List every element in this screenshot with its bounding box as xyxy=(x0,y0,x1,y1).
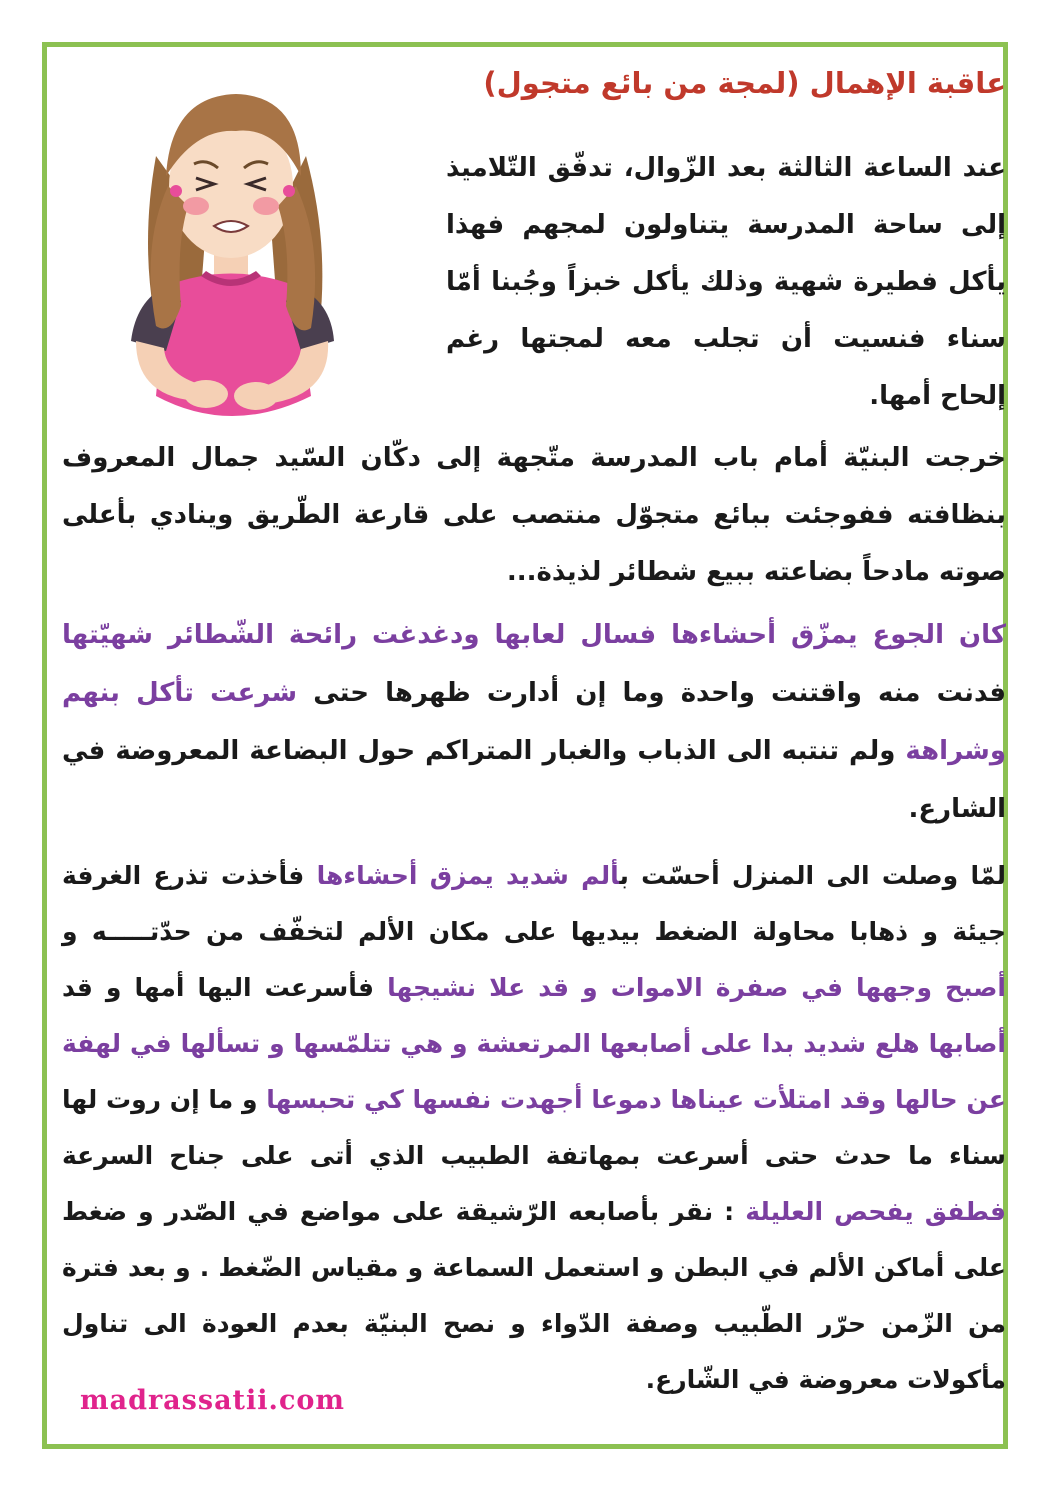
text-segment: فأخذت تذرع الغرفة جيئة و ذهابا محاولة الضغط بيديها على مكان الألم لتخفّف من حدّتـــــه و xyxy=(62,861,1006,946)
text-segment: : نقر بأصابعه الرّشيقة على مواضع في الصّدر و ضغط على أماكن الألم في البطن و استعمل السماعة و مقياس الضّغط . و بعد فترة من الزّمن حرّر الطّبيب وصفة الدّواء و نصح البنيّة بعدم العودة الى تناول مأكولات معروضة في الشّارع. xyxy=(62,1197,1006,1394)
highlight-hunger: كان الجوع يمزّق أحشاءها فسال لعابها ودغدغت رائحة الشّطائر شهيّتها xyxy=(62,620,1006,650)
highlight-doctor-exam: فطفق يفحص العليلة xyxy=(745,1197,1006,1226)
text-segment: لمّا وصلت الى المنزل أحسّت ب xyxy=(619,861,1007,890)
text-segment: و ما إن روت لها سناء ما حدث حتى أسرعت بمهاتفة الطبيب الذي أتى على جناح السرعة xyxy=(62,1085,1006,1170)
girl-stomach-ache-illustration xyxy=(96,66,366,446)
paragraph-intro: عند الساعة الثالثة بعد الزّوال، تدفّق التّلاميذ إلى ساحة المدرسة يتناولون لمجهم فهذا يأكل فطيرة شهية وذلك يأكل خبزاً وجُبنا أمّا سناء فنسيت أن تجلب معه لمجتها رغم إلحاح أمها. xyxy=(446,153,1006,411)
paragraph-eating xyxy=(62,606,1006,838)
text-segment: ولم تنتبه الى الذباب والغبار المتراكم حول البضاعة المعروضة في الشارع. xyxy=(62,736,1006,824)
paragraph-vendor: خرجت البنيّة أمام باب المدرسة متّجهة إلى دكّان السّيد جمال المعروف بنظافته ففوجئت ببائع متجوّل منتصب على قارعة الطّريق وينادي بأعلى صوته مادحاً بضاعته ببيع شطائر لذيذة... xyxy=(62,443,1006,587)
highlight-pale-face: أصبح وجهها في صفرة الاموات و قد علا نشيجها xyxy=(387,973,1006,1002)
text-segment: فأسرعت اليها أمها و قد xyxy=(62,973,388,1002)
website-link[interactable]: madrassatii.com xyxy=(80,1385,345,1416)
text-segment: فدنت منه واقتنت واحدة وما إن أدارت ظهرها حتى xyxy=(297,678,1006,708)
paragraph-illness xyxy=(62,848,1006,1408)
highlight-mother-panic: أصابها هلع شديد بدا على أصابعها المرتعشة و هي تتلمّسها و تسألها في لهفة عن حالها وقد امتلأت عيناها دموعا أجهدت نفسها كي تحبسها xyxy=(62,1029,1006,1114)
story-title: عاقبة الإهمال (لمجة من بائع متجول) xyxy=(483,66,1006,100)
highlight-eating: شرعت تأكل بنهم وشراهة xyxy=(62,678,1006,766)
highlight-pain: ألم شديد يمزق أحشاءها xyxy=(316,861,620,890)
